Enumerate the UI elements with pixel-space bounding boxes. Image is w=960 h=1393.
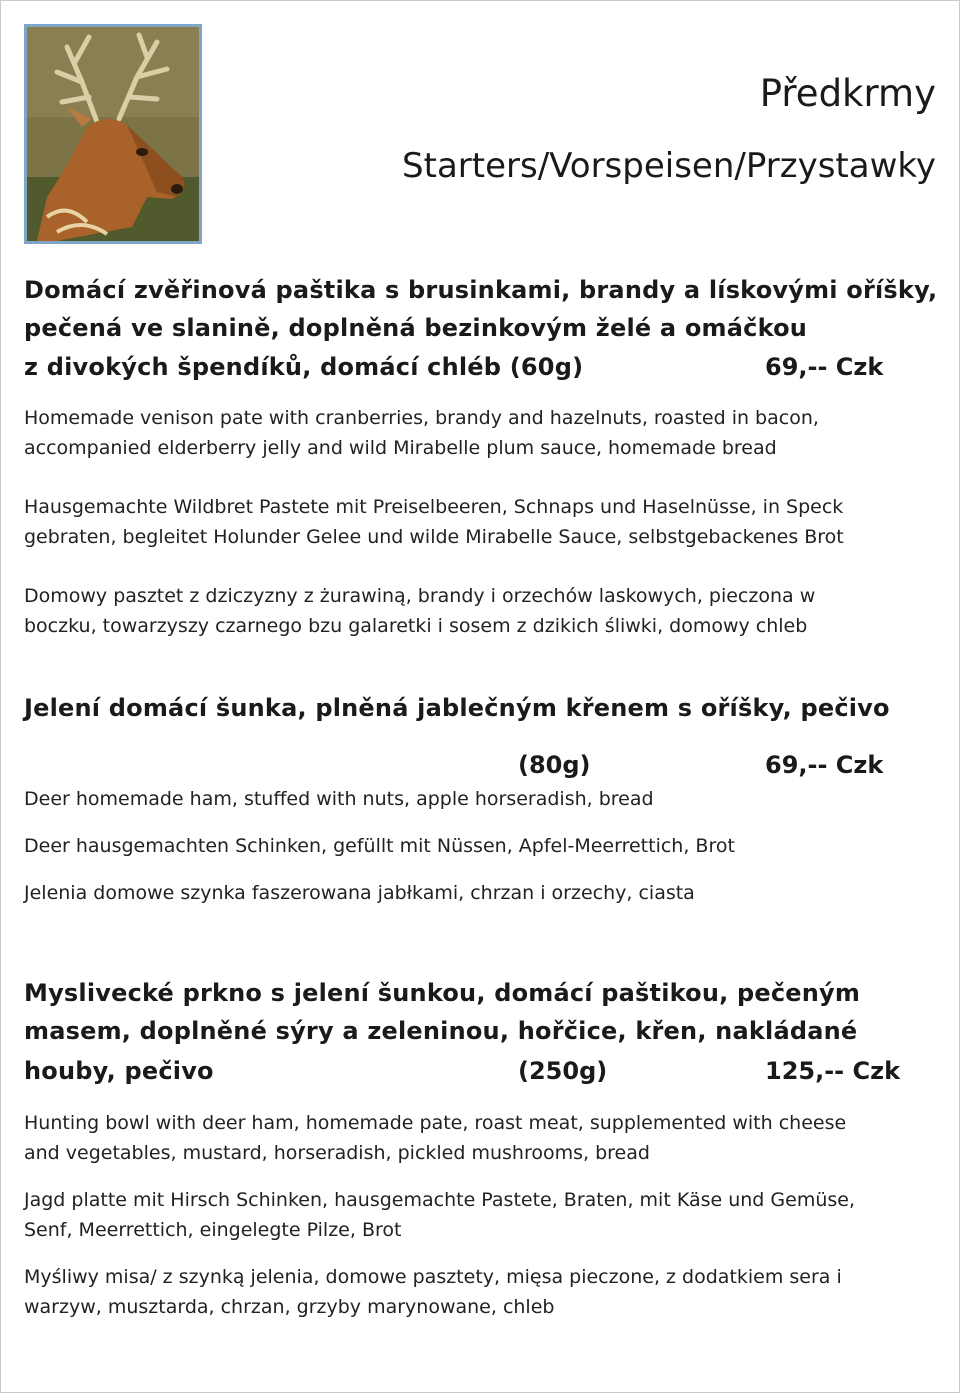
desc-de-line: Senf, Meerrettich, eingelegte Pilze, Brot [24, 1219, 402, 1241]
desc-de-line: Hausgemachte Wildbret Pastete mit Preiselbeeren, Schnaps und Haselnüsse, in Speck [24, 496, 844, 518]
dish-name-line: Myslivecké prkno s jelení šunkou, domácí paštikou, pečeným [24, 979, 861, 1007]
desc-de-line: Deer hausgemachten Schinken, gefüllt mit Nüssen, Apfel-Meerrettich, Brot [24, 835, 735, 857]
desc-de-line: gebraten, begleitet Holunder Gelee und wilde Mirabelle Sauce, selbstgebackenes Brot [24, 526, 844, 548]
dish-name-line: z divokých špendíků, domácí chléb (60g) [24, 353, 584, 381]
dish-price: 69,-- Czk [765, 353, 884, 381]
desc-pl-line: Domowy pasztet z dziczyzny z żurawiną, brandy i orzechów laskowych, pieczona w [24, 585, 816, 607]
desc-en-line: Hunting bowl with deer ham, homemade pate, roast meat, supplemented with cheese [24, 1112, 847, 1134]
desc-en-line: Deer homemade ham, stuffed with nuts, apple horseradish, bread [24, 788, 654, 810]
dish-name-line: Jelení domácí šunka, plněná jablečným křenem s oříšky, pečivo [24, 694, 890, 722]
deer-photo [24, 24, 202, 244]
dish-name-line: Domácí zvěřinová paštika s brusinkami, brandy a lískovými oříšky, [24, 276, 938, 304]
dish-name-line: masem, doplněné sýry a zeleninou, hořčice, křen, nakládané [24, 1017, 858, 1045]
page-title: Předkrmy [759, 72, 936, 115]
dish-name-line: pečená ve slanině, doplněná bezinkovým želé a omáčkou [24, 314, 808, 342]
desc-en-line: accompanied elderberry jelly and wild Mirabelle plum sauce, homemade bread [24, 437, 777, 459]
desc-pl-line: warzyw, musztarda, chrzan, grzyby marynowane, chleb [24, 1296, 555, 1318]
desc-de-line: Jagd platte mit Hirsch Schinken, hausgemachte Pastete, Braten, mit Käse und Gemüse, [24, 1189, 855, 1211]
desc-pl-line: Jelenia domowe szynka faszerowana jabłkami, chrzan i orzechy, ciasta [24, 882, 695, 904]
deer-icon [27, 27, 199, 241]
dish-name-line: houby, pečivo [24, 1057, 214, 1085]
dish-weight: (250g) [518, 1057, 608, 1085]
dish-price: 125,-- Czk [765, 1057, 901, 1085]
desc-pl-line: Myśliwy misa/ z szynką jelenia, domowe pasztety, mięsa pieczone, z dodatkiem sera i [24, 1266, 842, 1288]
page-subtitle: Starters/Vorspeisen/Przystawky [402, 146, 936, 186]
desc-en-line: Homemade venison pate with cranberries, brandy and hazelnuts, roasted in bacon, [24, 407, 819, 429]
dish-price: 69,-- Czk [765, 751, 884, 779]
desc-pl-line: boczku, towarzyszy czarnego bzu galaretki i sosem z dzikich śliwki, domowy chleb [24, 615, 808, 637]
desc-en-line: and vegetables, mustard, horseradish, pickled mushrooms, bread [24, 1142, 650, 1164]
dish-weight: (80g) [518, 751, 591, 779]
